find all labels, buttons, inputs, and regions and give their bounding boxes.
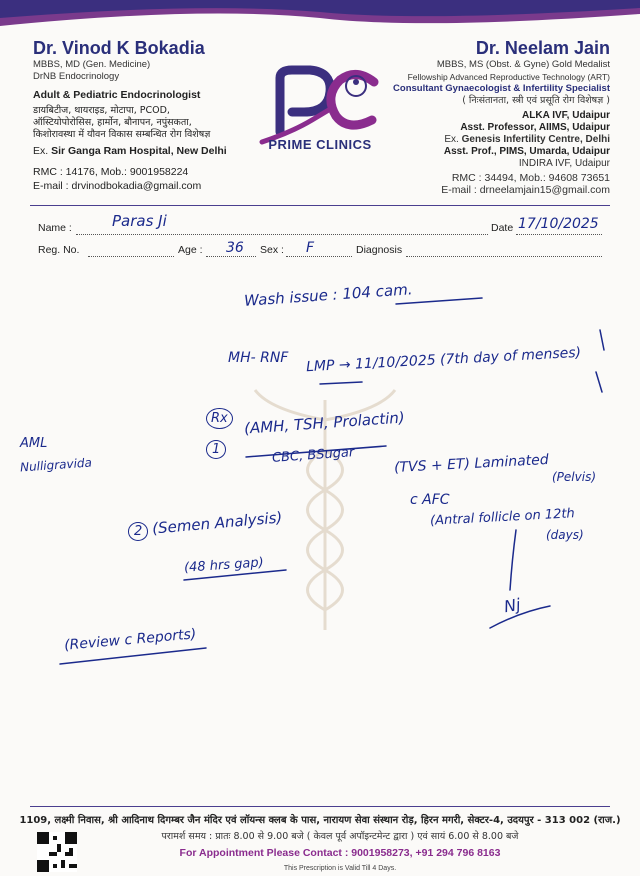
hw-days: (days) [546, 528, 584, 542]
left-doctor-hindi3: किशोरावस्था में यौवन विकास सम्बन्धित रोग विशेषज्ञ [33, 129, 211, 140]
hw-review: (Review c Reports) [63, 626, 197, 654]
hw-mh: MH- RNF [228, 350, 289, 366]
hw-margin-aml: AML [20, 436, 48, 451]
hw-tvs: (TVS + ET) Laminated [393, 451, 550, 477]
right-doctor-hindi: ( निःसंतानता, स्त्री एवं प्रसूति रोग विशेषज्ञ ) [462, 95, 610, 106]
ex-hospital: Sir Ganga Ram Hospital, New Delhi [51, 145, 227, 157]
name-label: Name : [38, 222, 72, 234]
footer-address: 1109, लक्ष्मी निवास, श्री आदिनाथ दिगम्बर जैन मंदिर एवं लॉयन्स क्लब के पास, नारायण सेवा संस्थान रोड़, हिरन मगरी, सेक्टर-4, उदयपुर - 313 002 (राज.) [19, 815, 621, 826]
hw-item1b: CBC, BSugar [271, 445, 355, 466]
hw-sex: F [306, 240, 315, 256]
line3-prefix: Ex. [444, 134, 459, 145]
hw-patient-name: Paras Ji [112, 212, 167, 230]
right-doctor-line2: Asst. Professor, AIIMS, Udaipur [460, 122, 610, 133]
hw-item1-num: 1 [206, 440, 226, 459]
right-doctor-line5: INDIRA IVF, Udaipur [518, 158, 610, 169]
hw-date: 17/10/2025 [518, 216, 599, 232]
right-doctor-line4: Asst. Prof., PIMS, Umarda, Udaipur [443, 146, 610, 157]
left-doctor-name: Dr. Vinod K Bokadia [33, 38, 205, 58]
hw-age: 36 [226, 240, 244, 256]
hw-item2-num: 2 [128, 522, 148, 541]
hw-wash-issue: Wash issue : 104 cam. [243, 280, 414, 310]
hw-item1: (AMH, TSH, Prolactin) [243, 408, 406, 438]
logo-text: PRIME CLINICS [268, 137, 372, 152]
hw-item2: (Semen Analysis) [151, 508, 283, 538]
ex-prefix: Ex. [33, 145, 49, 157]
right-doctor-email: E-mail : drneelamjain15@gmail.com [441, 184, 610, 196]
right-doctor-qual2: Fellowship Advanced Reproductive Technology (ART) [407, 72, 610, 82]
sex-label: Sex : [260, 244, 284, 256]
right-doctor-line1: ALKA IVF, Udaipur [522, 110, 610, 121]
hw-lmp: LMP → 11/10/2025 (7th day of menses) [305, 344, 582, 376]
footer-timing: परामर्श समय : प्रातः 8.00 से 9.00 बजे ( केवल पूर्व अपॉइन्टमेन्ट द्वारा ) एवं सायं 6.00 से 8.00 बजे [161, 831, 519, 842]
left-doctor-qual2: DrNB Endocrinology [33, 71, 120, 82]
hw-pelvis: (Pelvis) [552, 470, 597, 484]
left-doctor-email: E-mail : drvinodbokadia@gmail.com [33, 180, 202, 192]
right-doctor-qual1: MBBS, MS (Obst. & Gyne) Gold Medalist [436, 59, 610, 70]
hw-margin-nulligravida: Nulligravida [19, 455, 93, 475]
right-doctor-rmc: RMC : 34494, Mob.: 94608 73651 [451, 172, 610, 184]
right-doctor-name: Dr. Neelam Jain [475, 38, 610, 58]
reg-label: Reg. No. [38, 244, 80, 256]
hw-afc: c AFC [410, 492, 450, 508]
date-label: Date [491, 222, 514, 234]
hw-gap: (48 hrs gap) [183, 555, 265, 576]
left-doctor-rmc: RMC : 14176, Mob.: 9001958224 [33, 166, 189, 178]
left-doctor-hindi2: ऑस्टियोपोरोसिस, हार्मोन, बौनापन, नपुंसकता, [33, 117, 192, 128]
age-label: Age : [178, 244, 203, 256]
hw-signature: Nj [502, 594, 522, 617]
left-doctor-specialty: Adult & Pediatric Endocrinologist [33, 89, 201, 101]
left-doctor-hindi1: डायबिटीज, थायराइड, मोटापा, PCOD, [33, 105, 170, 116]
line3-text: Genesis Infertility Centre, Delhi [461, 134, 610, 145]
footer-divider [30, 806, 610, 807]
footer-validity: This Prescription is Valid Till 4 Days. [283, 865, 397, 872]
right-doctor-specialty: Consultant Gynaecologist & Infertility Specialist [393, 83, 610, 94]
footer-contact: For Appointment Please Contact : 9001958273, +91 294 796 8163 [179, 847, 501, 859]
qr-code [37, 832, 77, 872]
hw-antral: (Antral follicle on 12th [429, 506, 576, 529]
diagnosis-label: Diagnosis [356, 244, 403, 256]
hw-rx: Rx [206, 408, 233, 429]
left-doctor-qual1: MBBS, MD (Gen. Medicine) [33, 59, 151, 70]
